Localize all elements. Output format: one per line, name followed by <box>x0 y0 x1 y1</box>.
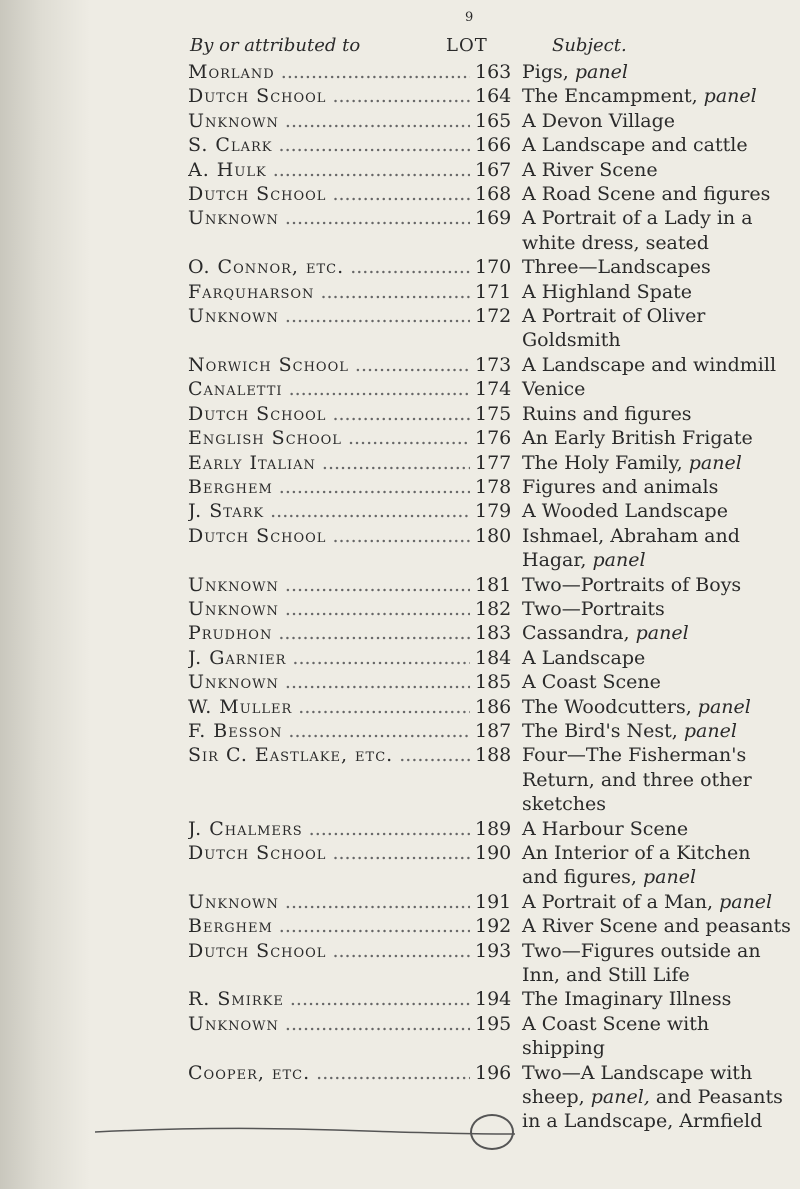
artist-name: Cooper, etc. ..... <box>188 1061 470 1085</box>
subject-title: A Landscape <box>522 646 646 669</box>
lot-number: 175 <box>473 402 515 426</box>
artist-name: Unknown ..... <box>188 304 470 328</box>
subject-medium: panel <box>643 866 697 889</box>
subject-title: A Road Scene and figures <box>522 183 771 206</box>
artist-name: J. Stark ..... <box>188 499 470 523</box>
subject-text <box>522 573 792 597</box>
lot-row <box>0 670 800 694</box>
lot-row <box>0 719 800 743</box>
artist-name: Berghem ..... <box>188 475 470 499</box>
subject-title: An Early British Frigate <box>522 427 753 450</box>
subject-text <box>522 841 792 890</box>
lot-row <box>0 133 800 157</box>
subject-text <box>522 499 792 523</box>
pencil-annotation <box>95 1120 515 1140</box>
artist-name: S. Clark ..... <box>188 133 470 157</box>
subject-text <box>522 402 792 426</box>
lot-row <box>0 475 800 499</box>
lot-row <box>0 841 800 890</box>
pencil-circle-mark <box>470 1114 514 1150</box>
artist-name: Unknown ..... <box>188 573 470 597</box>
lot-number: 163 <box>473 60 515 84</box>
lot-number: 177 <box>473 451 515 475</box>
subject-title: A Coast Scene <box>522 671 661 694</box>
subject-text <box>522 597 792 621</box>
lot-row <box>0 84 800 108</box>
lot-number: 164 <box>473 84 515 108</box>
lot-list <box>0 60 800 1134</box>
lot-row <box>0 451 800 475</box>
lot-row <box>0 255 800 279</box>
subject-title: A Portrait of a Lady in a white dress, seated <box>522 207 753 254</box>
subject-title: A Landscape and cattle <box>522 134 748 157</box>
artist-name: Unknown ..... <box>188 109 470 133</box>
subject-text <box>522 524 792 573</box>
artist-name: Dutch School ..... <box>188 402 470 426</box>
subject-title: Cassandra, <box>522 622 630 645</box>
subject-title: Ruins and figures <box>522 402 692 425</box>
subject-title: Ishmael, Abraham and Hagar, <box>522 524 740 572</box>
lot-row <box>0 1012 800 1061</box>
subject-title: A Portrait of a Man, <box>522 890 714 913</box>
lot-number: 178 <box>473 475 515 499</box>
lot-number: 174 <box>473 377 515 401</box>
lot-number: 179 <box>473 499 515 523</box>
subject-title: Venice <box>522 378 586 401</box>
page-number: 9 <box>465 10 474 25</box>
lot-row <box>0 743 800 816</box>
artist-name: Dutch School ..... <box>188 182 470 206</box>
lot-number: 168 <box>473 182 515 206</box>
artist-name: A. Hulk ..... <box>188 158 470 182</box>
subject-text <box>522 60 792 84</box>
lot-number: 171 <box>473 280 515 304</box>
subject-title: Three—Landscapes <box>522 256 711 279</box>
lot-row <box>0 280 800 304</box>
lot-row <box>0 524 800 573</box>
lot-row <box>0 182 800 206</box>
lot-row <box>0 597 800 621</box>
lot-number: 190 <box>473 841 515 865</box>
subject-title: Two—Portraits of Boys <box>522 573 742 596</box>
subject-medium: panel <box>697 695 751 718</box>
subject-medium: panel <box>719 890 773 913</box>
subject-title: Pigs, <box>522 61 569 83</box>
subject-medium: panel <box>574 61 628 83</box>
subject-title: A Portrait of Oliver Goldsmith <box>522 305 706 352</box>
lot-row <box>0 158 800 182</box>
subject-text <box>522 377 792 401</box>
subject-medium: panel <box>688 451 742 474</box>
artist-name: Dutch School ..... <box>188 84 470 108</box>
subject-text <box>522 939 792 988</box>
subject-title: An Interior of a Kitchen and figures, <box>522 842 751 889</box>
subject-text <box>522 890 792 914</box>
artist-name: Sir C. Eastlake, etc. ..... <box>188 743 470 767</box>
subject-title: A Wooded Landscape <box>522 500 728 523</box>
subject-text <box>522 84 792 108</box>
subject-medium: panel <box>683 719 737 742</box>
lot-row <box>0 939 800 988</box>
lot-number: 183 <box>473 621 515 645</box>
lot-number: 186 <box>473 695 515 719</box>
artist-name: Prudhon ..... <box>188 621 470 645</box>
lot-row <box>0 60 800 84</box>
subject-medium: panel <box>592 549 646 572</box>
subject-title: Two—A Landscape with sheep, <box>522 1061 753 1109</box>
lot-row <box>0 695 800 719</box>
subject-text <box>522 621 792 645</box>
lot-row <box>0 890 800 914</box>
lot-number: 180 <box>473 524 515 548</box>
artist-name: F. Besson ..... <box>188 719 470 743</box>
lot-row <box>0 646 800 670</box>
subject-text <box>522 158 792 182</box>
subject-text <box>522 426 792 450</box>
lot-row <box>0 206 800 255</box>
subject-text <box>522 133 792 157</box>
subject-medium: panel <box>703 85 757 108</box>
subject-text <box>522 987 792 1011</box>
subject-text <box>522 743 792 816</box>
subject-text <box>522 304 792 353</box>
artist-name: Unknown ..... <box>188 206 470 230</box>
lot-row <box>0 914 800 938</box>
artist-name: Unknown ..... <box>188 1012 470 1036</box>
lot-number: 196 <box>473 1061 515 1085</box>
subject-text <box>522 475 792 499</box>
subject-medium: panel, <box>590 1086 650 1109</box>
subject-title: The Holy Family, <box>522 451 683 474</box>
header-subject: Subject. <box>552 35 627 56</box>
subject-title: The Bird's Nest, <box>522 719 678 742</box>
subject-text <box>522 1061 792 1134</box>
lot-row <box>0 987 800 1011</box>
lot-row <box>0 817 800 841</box>
subject-medium: panel <box>635 622 689 645</box>
artist-name: Norwich School ..... <box>188 353 470 377</box>
lot-number: 188 <box>473 743 515 767</box>
lot-number: 173 <box>473 353 515 377</box>
artist-name: Unknown ..... <box>188 597 470 621</box>
subject-title: A Landscape and windmill <box>522 353 777 376</box>
subject-text <box>522 206 792 255</box>
subject-title: Two—Figures outside an Inn, and Still Life <box>522 939 761 987</box>
subject-text <box>522 255 792 279</box>
subject-title: The Imaginary Illness <box>522 988 732 1011</box>
subject-title: Figures and animals <box>522 475 719 498</box>
subject-title: The Woodcutters, <box>522 695 692 718</box>
lot-row <box>0 353 800 377</box>
subject-text <box>522 182 792 206</box>
subject-text <box>522 719 792 743</box>
artist-name: Morland ..... <box>188 60 470 84</box>
subject-continuation: and Peasants in a Landscape, Armfield <box>522 1086 783 1133</box>
subject-title: Four—The Fisherman's Return, and three other sketches <box>522 744 752 816</box>
subject-title: Two—Portraits <box>522 597 665 620</box>
lot-number: 194 <box>473 987 515 1011</box>
header-artist: By or attributed to <box>190 35 361 56</box>
subject-text <box>522 1012 792 1061</box>
subject-title: A River Scene and peasants <box>522 915 791 938</box>
lot-number: 172 <box>473 304 515 328</box>
subject-text <box>522 109 792 133</box>
artist-name: Farquharson ..... <box>188 280 470 304</box>
subject-title: A Coast Scene with shipping <box>522 1012 710 1060</box>
subject-text <box>522 451 792 475</box>
lot-number: 193 <box>473 939 515 963</box>
subject-title: A Highland Spate <box>522 280 693 303</box>
subject-text <box>522 695 792 719</box>
lot-row <box>0 109 800 133</box>
lot-row <box>0 573 800 597</box>
lot-number: 195 <box>473 1012 515 1036</box>
lot-number: 192 <box>473 914 515 938</box>
artist-name: Dutch School ..... <box>188 524 470 548</box>
artist-name: O. Connor, etc. ..... <box>188 255 470 279</box>
subject-title: A Devon Village <box>522 109 676 132</box>
subject-text <box>522 280 792 304</box>
artist-name: English School ..... <box>188 426 470 450</box>
subject-text <box>522 353 792 377</box>
lot-number: 184 <box>473 646 515 670</box>
lot-row <box>0 402 800 426</box>
artist-name: Dutch School ..... <box>188 939 470 963</box>
lot-number: 191 <box>473 890 515 914</box>
lot-number: 185 <box>473 670 515 694</box>
lot-row <box>0 621 800 645</box>
artist-name: Unknown ..... <box>188 670 470 694</box>
lot-row <box>0 426 800 450</box>
subject-title: A Harbour Scene <box>522 817 689 840</box>
lot-number: 166 <box>473 133 515 157</box>
artist-name: W. Muller ..... <box>188 695 470 719</box>
artist-name: Early Italian ..... <box>188 451 470 475</box>
subject-text <box>522 817 792 841</box>
lot-number: 182 <box>473 597 515 621</box>
subject-text <box>522 670 792 694</box>
lot-row <box>0 499 800 523</box>
subject-title: A River Scene <box>522 158 658 181</box>
artist-name: R. Smirke ..... <box>188 987 470 1011</box>
artist-name: J. Garnier ..... <box>188 646 470 670</box>
lot-number: 169 <box>473 206 515 230</box>
lot-number: 181 <box>473 573 515 597</box>
artist-name: Berghem ..... <box>188 914 470 938</box>
artist-name: Dutch School ..... <box>188 841 470 865</box>
lot-number: 167 <box>473 158 515 182</box>
subject-title: The Encampment, <box>522 85 698 108</box>
lot-number: 189 <box>473 817 515 841</box>
header-lot: LOT <box>446 35 488 56</box>
lot-number: 170 <box>473 255 515 279</box>
lot-row <box>0 304 800 353</box>
artist-name: Canaletti ..... <box>188 377 470 401</box>
lot-number: 187 <box>473 719 515 743</box>
subject-text <box>522 646 792 670</box>
artist-name: J. Chalmers ..... <box>188 817 470 841</box>
lot-number: 176 <box>473 426 515 450</box>
artist-name: Unknown ..... <box>188 890 470 914</box>
lot-row <box>0 377 800 401</box>
subject-text <box>522 914 792 938</box>
lot-number: 165 <box>473 109 515 133</box>
